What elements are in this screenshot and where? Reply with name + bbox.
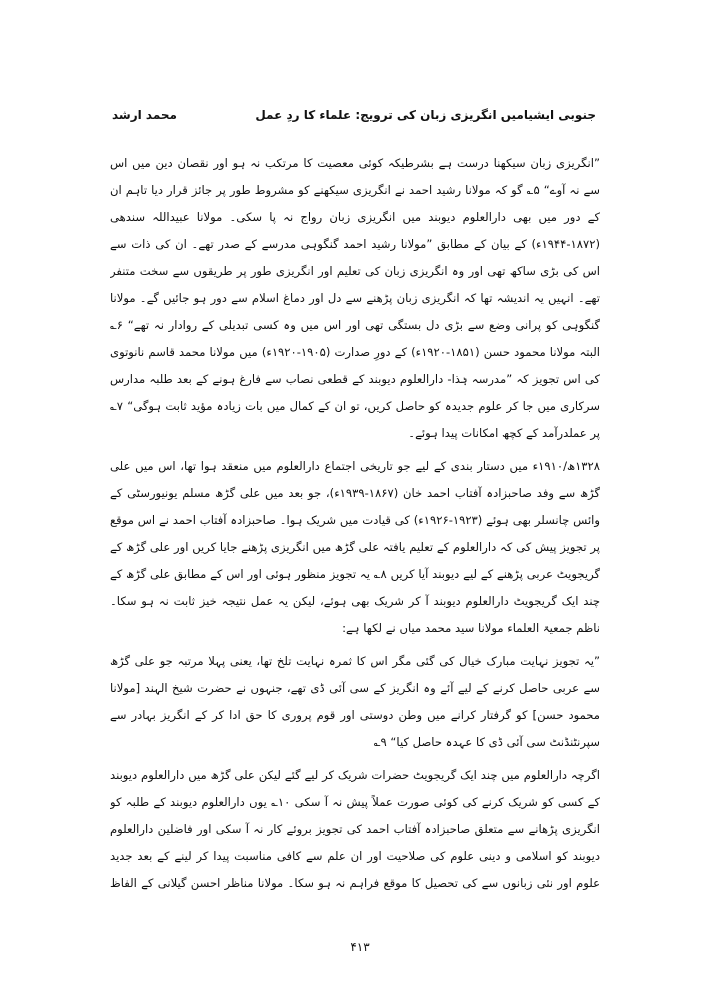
- running-header-author: محمد ارشد: [112, 108, 177, 122]
- body-text: [110, 150, 600, 892]
- paragraph-3: اگرچہ دارالعلوم میں چند ایک گریجویٹ حضرات شریک کر لیے گئے لیکن علی گڑھ میں دارالعلوم دیوبند کے کسی کو شریک کرنے کی کوئی صورت عملاً پیش نہ آ سکی ۱۰؎ یوں دارالعلوم دیوبند کے طلبہ کو انگریزی پڑھانے سے متعلق صاحبزادہ آفتاب احمد کی تجویز بروئے کار نہ آ سکی اور فاضلین دارالعلوم دیوبند کو اسلامی و دینی علوم کی صلاحیت اور ان علم سے کافی مناسبت پیدا کر لینے کے بعد جدید علوم اور نئی زبانوں سے کی تحصیل کا موقع فراہم نہ ہو سکا۔ مولانا مناظر احسن گیلانی کے الفاظ: [110, 768, 600, 890]
- paragraph-1: ”انگریزی زبان سیکھنا درست ہے بشرطیکہ کوئی معصیت کا مرتکب نہ ہو اور نقصان دین میں اس سے نہ آوے“ ۵؎ گو کہ مولانا رشید احمد نے انگریزی سیکھنے کو مشروط طور پر جائز قرار دیا تاہم ان کے دور میں بھی دارالعلوم دیوبند میں انگریزی زبان رواج نہ پا سکی۔ مولانا عبیداللہ سندھی (۱۸۷۲-۱۹۴۴ء) کے بیان کے مطابق ”مولانا رشید احمد گنگوہی مدرسے کے صدر تھے۔ ان کی ذات سے اس کی بڑی ساکھ تھی اور وہ انگریزی زبان کی تعلیم اور انگریزی طور پر طریقوں سے سخت متنفر تھے۔ انہیں یہ اندیشہ تھا کہ انگریزی زبان پڑھنے سے دل اور دماغ اسلام سے دور ہو جائیں گے۔ مولانا گنگوہی کو پرانی وضع سے بڑی دل بستگی تھی اور اس میں وہ کسی تبدیلی کے روادار نہ تھے“ ۶؎ البتہ مولانا محمود حسن (۱۸۵۱-۱۹۲۰ء) کے دورِ صدارت (۱۹۰۵-۱۹۲۰ء) میں مولانا محمد قاسم نانوتوی کی اس تجویز کہ ”مدرسہ ہٰذا- دارالعلوم دیوبند کے قطعی نصاب سے فارغ ہونے کے بعد طلبہ مدارس سرکاری میں جا کر علوم جدیدہ کو حاصل کریں، تو ان کے کمال میں بات زیادہ مؤید ثابت ہوگی“ ۷؎ پر عملدرآمد کے کچھ امکانات پیدا ہوئے۔: [110, 156, 600, 440]
- block-quote: ”یہ تجویز نہایت مبارک خیال کی گئی مگر اس کا ثمرہ نہایت تلخ تھا، یعنی پہلا مرتبہ جو علی گڑھ سے عربی حاصل کرنے کے لیے آئے وہ انگریز کے سی آئی ڈی تھے، جنہوں نے حضرت شیخ الہند [مولانا محمود حسن] کو گرفتار کرانے میں وطن دوستی اور قوم پروری کا حق ادا کر کے انگریز بہادر سے سپرنٹنڈنٹ سی آئی ڈی کا عہدہ حاصل کیا“ ۹؎: [110, 654, 600, 749]
- paragraph-2: ۱۳۲۸ھ/۱۹۱۰ء میں دستار بندی کے لیے جو تاریخی اجتماع دارالعلوم میں منعقد ہوا تھا، اس میں علی گڑھ سے وفد صاحبزادہ آفتاب احمد خان (۱۸۶۷-۱۹۳۹ء)، جو بعد میں علی گڑھ مسلم یونیورسٹی کے وائس چانسلر بھی ہوئے (۱۹۲۳-۱۹۲۶ء) کی قیادت میں شریک ہوا۔ صاحبزادہ آفتاب احمد نے اس موقع پر تجویز پیش کی کہ دارالعلوم کے تعلیم یافتہ علی گڑھ میں انگریزی پڑھنے جایا کریں اور علی گڑھ کے گریجویٹ عربی پڑھنے کے لیے دیوبند آیا کریں ۸؎ یہ تجویز منظور ہوئی اور اس کے مطابق علی گڑھ کے چند ایک گریجویٹ دارالعلوم دیوبند آ کر شریک بھی ہوئے، لیکن یہ عمل نتیجہ خیز ثابت نہ ہو سکا۔ ناظم جمعیۃ العلماء مولانا سید محمد میاں نے لکھا ہے:: [110, 459, 600, 635]
- running-header-title: جنوبی ایشیامیں انگریزی زبان کی ترویج: علماء کا ردِ عمل: [255, 108, 596, 122]
- page-number: ۴۱۳: [350, 940, 370, 954]
- running-header: [112, 108, 596, 128]
